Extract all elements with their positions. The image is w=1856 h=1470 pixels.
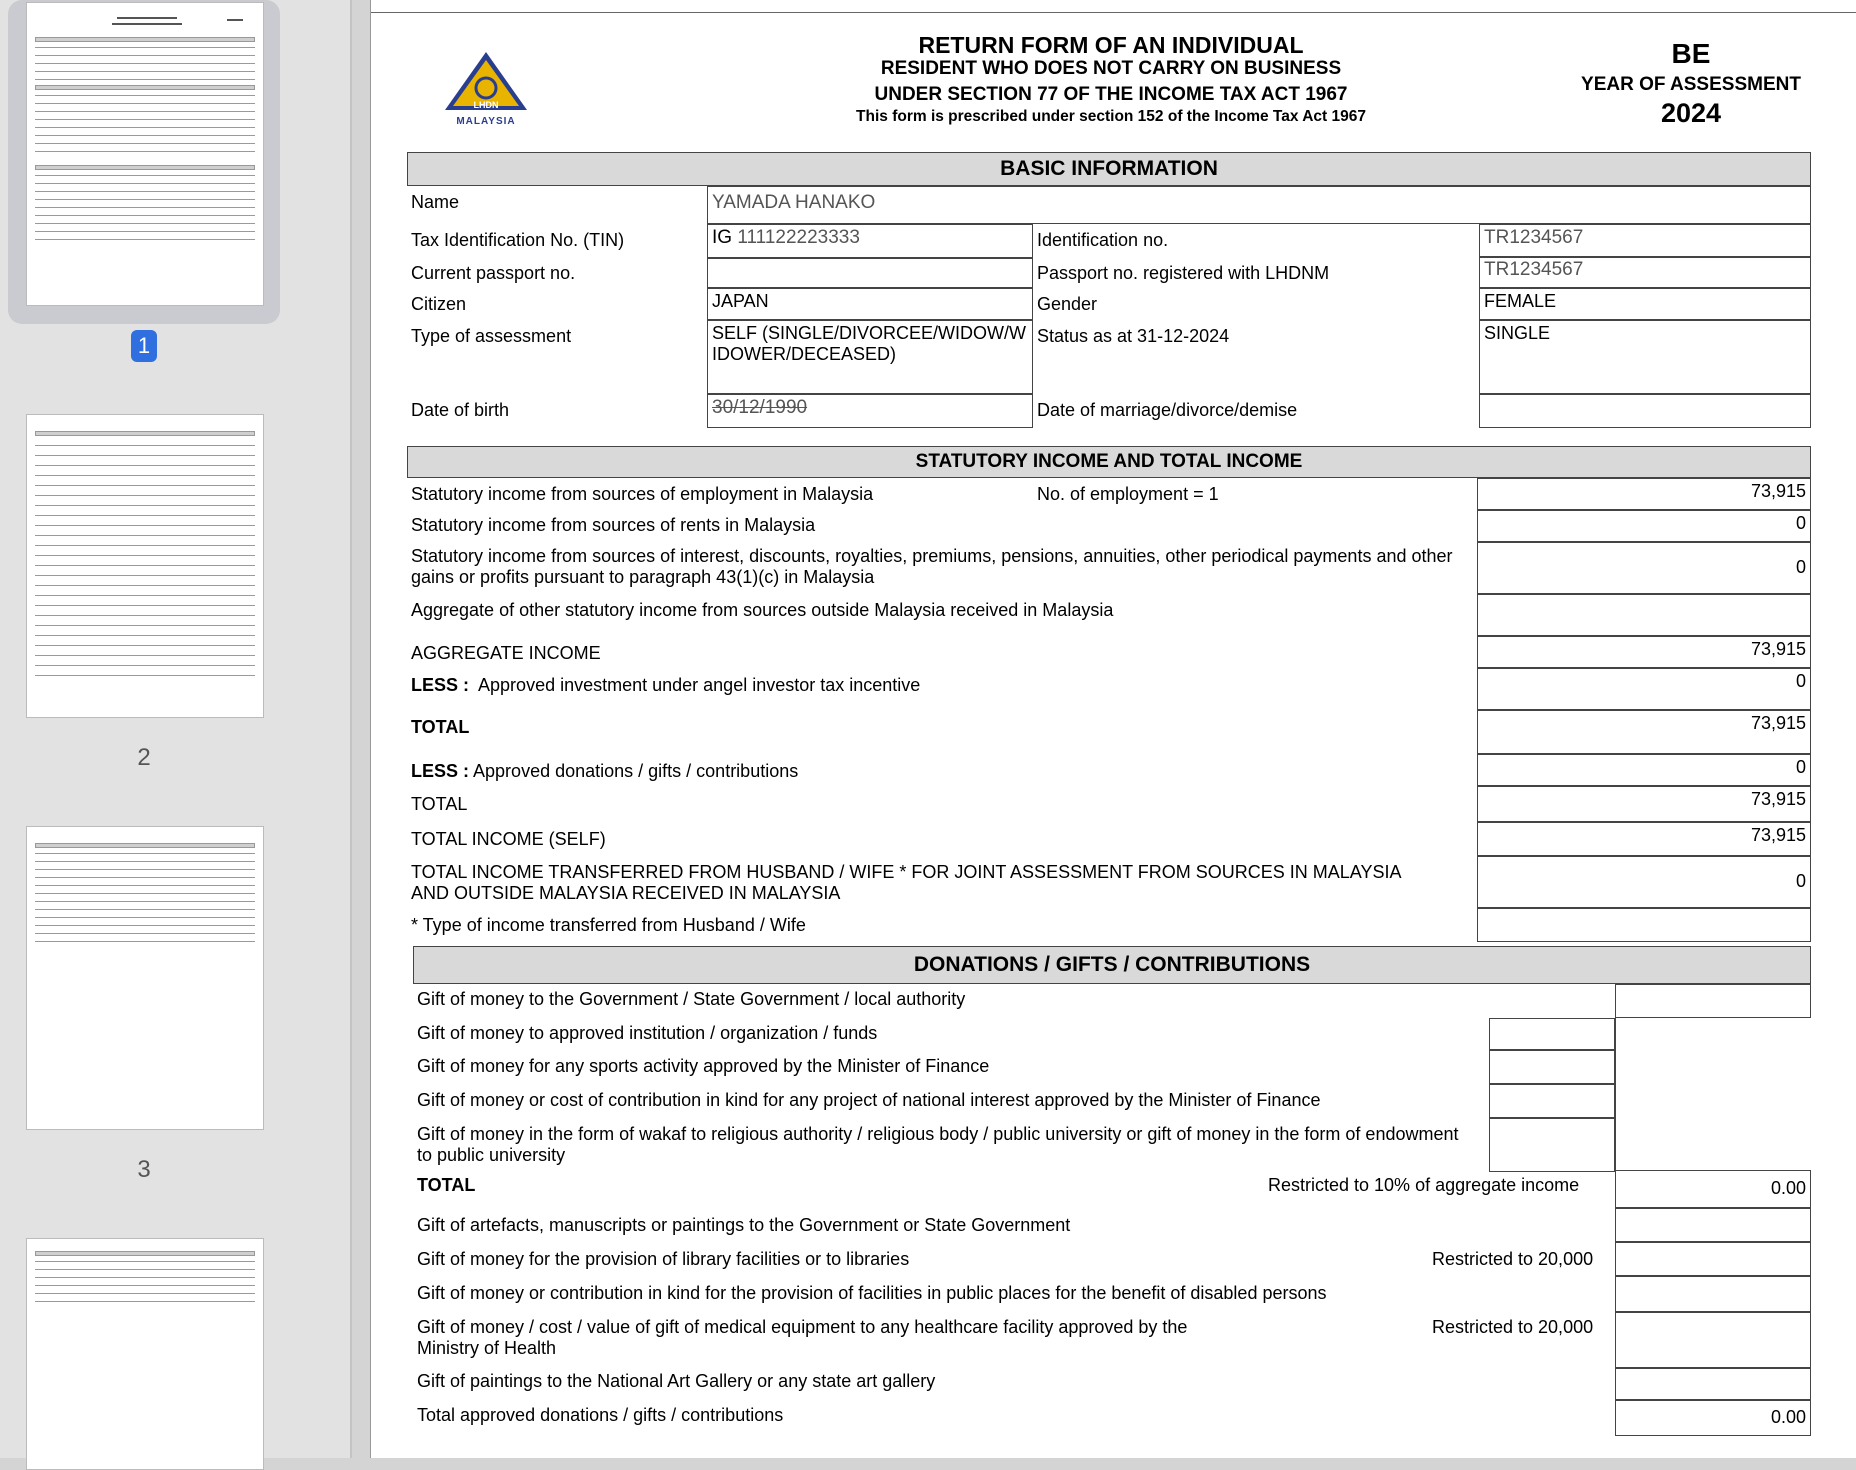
gift-library-value[interactable] — [1615, 1242, 1811, 1276]
total-1-value[interactable]: 73,915 — [1477, 710, 1811, 754]
passport-field[interactable] — [707, 258, 1033, 288]
year-of-assessment-label: YEAR OF ASSESSMENT — [1581, 74, 1801, 95]
donations-total-restriction: Restricted to 10% of aggregate income — [1268, 1175, 1580, 1195]
gift-art-gallery-label: Gift of paintings to the National Art Gallery or any state art gallery — [417, 1371, 936, 1391]
gift-institution-value[interactable] — [1489, 1018, 1615, 1050]
donations-total-label: TOTAL — [417, 1175, 476, 1195]
outside-income-label: Aggregate of other statutory income from sources outside Malaysia received in Malaysia — [411, 600, 1114, 620]
donations-column-line — [1615, 1018, 1616, 1172]
tin-value: 111122223333 — [737, 227, 860, 248]
angel-investor-row — [411, 675, 920, 696]
rents-income-label: Statutory income from sources of rents in Malaysia — [411, 515, 816, 535]
marital-status-label: Status as at 31-12-2024 — [1037, 326, 1230, 346]
passport-registered-label: Passport no. registered with LHDNM — [1037, 263, 1330, 283]
gift-artefacts-label: Gift of artefacts, manuscripts or paintings to the Government or State Government — [417, 1215, 1071, 1235]
aggregate-income-label: AGGREGATE INCOME — [411, 643, 601, 663]
form-subtitle-1: RESIDENT WHO DOES NOT CARRY ON BUSINESS — [880, 58, 1342, 79]
passport-label: Current passport no. — [411, 263, 576, 283]
svg-text:LHDN: LHDN — [473, 100, 499, 110]
gift-artefacts-value[interactable] — [1615, 1208, 1811, 1242]
basic-information-heading: BASIC INFORMATION — [407, 152, 1811, 186]
form-subtitle-3: This form is prescribed under section 152 of the Income Tax Act 1967 — [856, 108, 1366, 125]
employment-income-value[interactable]: 73,915 — [1477, 478, 1811, 510]
rents-income-value[interactable]: 0 — [1477, 510, 1811, 542]
dob-label: Date of birth — [411, 400, 510, 420]
gift-library-restriction: Restricted to 20,000 — [1432, 1249, 1594, 1269]
approved-donations-total-label: Total approved donations / gifts / contributions — [417, 1405, 784, 1425]
interest-income-value[interactable]: 0 — [1477, 542, 1811, 594]
page-thumbnail-1[interactable] — [26, 2, 264, 306]
identification-field[interactable]: TR1234567 — [1479, 224, 1811, 258]
gift-sports-label: Gift of money for any sports activity approved by the Minister of Finance — [417, 1056, 990, 1076]
total-2-value[interactable]: 73,915 — [1477, 786, 1811, 822]
income-type-transferred-field[interactable] — [1477, 908, 1811, 942]
year-of-assessment-value: 2024 — [1660, 98, 1722, 128]
gift-medical-equipment-label: Gift of money / cost / value of gift of medical equipment to any healthcare facility approved by the Ministry of Health — [417, 1317, 1188, 1358]
marriage-date-label: Date of marriage/divorce/demise — [1037, 400, 1298, 420]
donations-heading: DONATIONS / GIFTS / CONTRIBUTIONS — [413, 946, 1811, 984]
employment-income-label: Statutory income from sources of employment in Malaysia — [411, 484, 874, 504]
page-thumbnail-4[interactable] — [26, 1238, 264, 1470]
gift-art-gallery-value[interactable] — [1615, 1368, 1811, 1400]
gift-wakaf-value[interactable] — [1489, 1118, 1615, 1172]
page-number-3[interactable]: 3 — [137, 1156, 151, 1183]
form-subtitle-2: UNDER SECTION 77 OF THE INCOME TAX ACT 1967 — [874, 84, 1348, 105]
lhdn-logo — [441, 48, 531, 128]
approved-donations-total-value[interactable]: 0.00 — [1615, 1400, 1811, 1436]
sidebar-divider — [350, 0, 352, 1458]
gender-label: Gender — [1037, 294, 1098, 314]
marriage-date-field[interactable] — [1479, 394, 1811, 428]
dob-field[interactable]: 30/12/1990 — [707, 394, 1033, 428]
total-1-label: TOTAL — [411, 717, 470, 737]
gift-national-interest-label: Gift of money or cost of contribution in kind for any project of national interest approved by the Minister of Finance — [417, 1090, 1321, 1110]
assessment-type-label: Type of assessment — [411, 326, 572, 346]
transferred-income-value[interactable]: 0 — [1477, 856, 1811, 908]
approved-donations-label: Approved donations / gifts / contributions — [473, 761, 799, 781]
citizen-field[interactable]: JAPAN — [707, 288, 1033, 320]
gift-disabled-facilities-value[interactable] — [1615, 1276, 1811, 1312]
total-income-self-label: TOTAL INCOME (SELF) — [411, 829, 606, 849]
gift-sports-value[interactable] — [1489, 1050, 1615, 1084]
gift-medical-equipment-value[interactable] — [1615, 1312, 1811, 1368]
name-label: Name — [411, 192, 460, 212]
transferred-income-label: TOTAL INCOME TRANSFERRED FROM HUSBAND / WIFE * FOR JOINT ASSESSMENT FROM SOURCES IN MALAYSIA AND OUTSIDE MALAYSIA RECEIVED IN MALAYSIA — [411, 862, 1401, 903]
aggregate-income-value[interactable]: 73,915 — [1477, 636, 1811, 668]
total-income-self-value[interactable]: 73,915 — [1477, 822, 1811, 856]
identification-label: Identification no. — [1037, 230, 1169, 250]
income-type-transferred-label: * Type of income transferred from Husband / Wife — [411, 915, 806, 935]
less-label-2: LESS : — [411, 761, 470, 781]
passport-registered-field[interactable]: TR1234567 — [1479, 256, 1811, 288]
angel-investor-value[interactable]: 0 — [1477, 668, 1811, 710]
total-2-label: TOTAL — [411, 794, 468, 814]
page-thumbnail-3[interactable] — [26, 826, 264, 1130]
citizen-label: Citizen — [411, 294, 467, 314]
gender-field[interactable]: FEMALE — [1479, 288, 1811, 320]
form-code: BE — [1671, 38, 1711, 69]
gift-institution-label: Gift of money to approved institution / organization / funds — [417, 1023, 878, 1043]
tin-field[interactable] — [707, 224, 1033, 258]
statutory-income-heading: STATUTORY INCOME AND TOTAL INCOME — [407, 446, 1811, 478]
tin-label: Tax Identification No. (TIN) — [411, 230, 625, 250]
name-field[interactable]: YAMADA HANAKO — [707, 186, 1811, 224]
thumbnail-sidebar — [0, 0, 350, 1458]
assessment-type-field[interactable]: SELF (SINGLE/DIVORCEE/WIDOW/WIDOWER/DECEASED) — [707, 320, 1033, 394]
gift-government-value[interactable] — [1615, 984, 1811, 1018]
tin-prefix: IG — [712, 227, 733, 248]
gift-national-interest-value[interactable] — [1489, 1084, 1615, 1118]
gift-medical-restriction: Restricted to 20,000 — [1432, 1317, 1594, 1337]
interest-income-label: Statutory income from sources of interest, discounts, royalties, premiums, pensions, annuities, other periodical payments and other gains or profits pursuant to paragraph 43(1)(c) in Malaysia — [411, 546, 1453, 587]
page-number-2[interactable]: 2 — [137, 744, 151, 771]
page-number-1[interactable]: 1 — [131, 330, 157, 362]
employment-count: No. of employment = 1 — [1037, 484, 1219, 504]
less-label: LESS : — [411, 675, 470, 695]
svg-text:MALAYSIA: MALAYSIA — [456, 116, 516, 127]
approved-donations-row — [411, 761, 798, 782]
gift-library-label: Gift of money for the provision of library facilities or to libraries — [417, 1249, 910, 1269]
approved-donations-value[interactable]: 0 — [1477, 754, 1811, 786]
angel-investor-label: Approved investment under angel investor tax incentive — [478, 675, 921, 695]
donations-total-value[interactable]: 0.00 — [1615, 1170, 1811, 1208]
gift-wakaf-label: Gift of money in the form of wakaf to religious authority / religious body / public university or gift of money in the form of endowment to public university — [417, 1124, 1459, 1165]
gift-disabled-facilities-label: Gift of money or contribution in kind for the provision of facilities in public places for the benefit of disabled persons — [417, 1283, 1327, 1303]
form-title: RETURN FORM OF AN INDIVIDUAL — [918, 32, 1304, 58]
gift-government-label: Gift of money to the Government / State Government / local authority — [417, 989, 966, 1009]
marital-status-field[interactable]: SINGLE — [1479, 320, 1811, 394]
outside-income-value[interactable] — [1477, 594, 1811, 636]
page-thumbnail-2[interactable] — [26, 414, 264, 718]
document-page — [370, 0, 1856, 1458]
